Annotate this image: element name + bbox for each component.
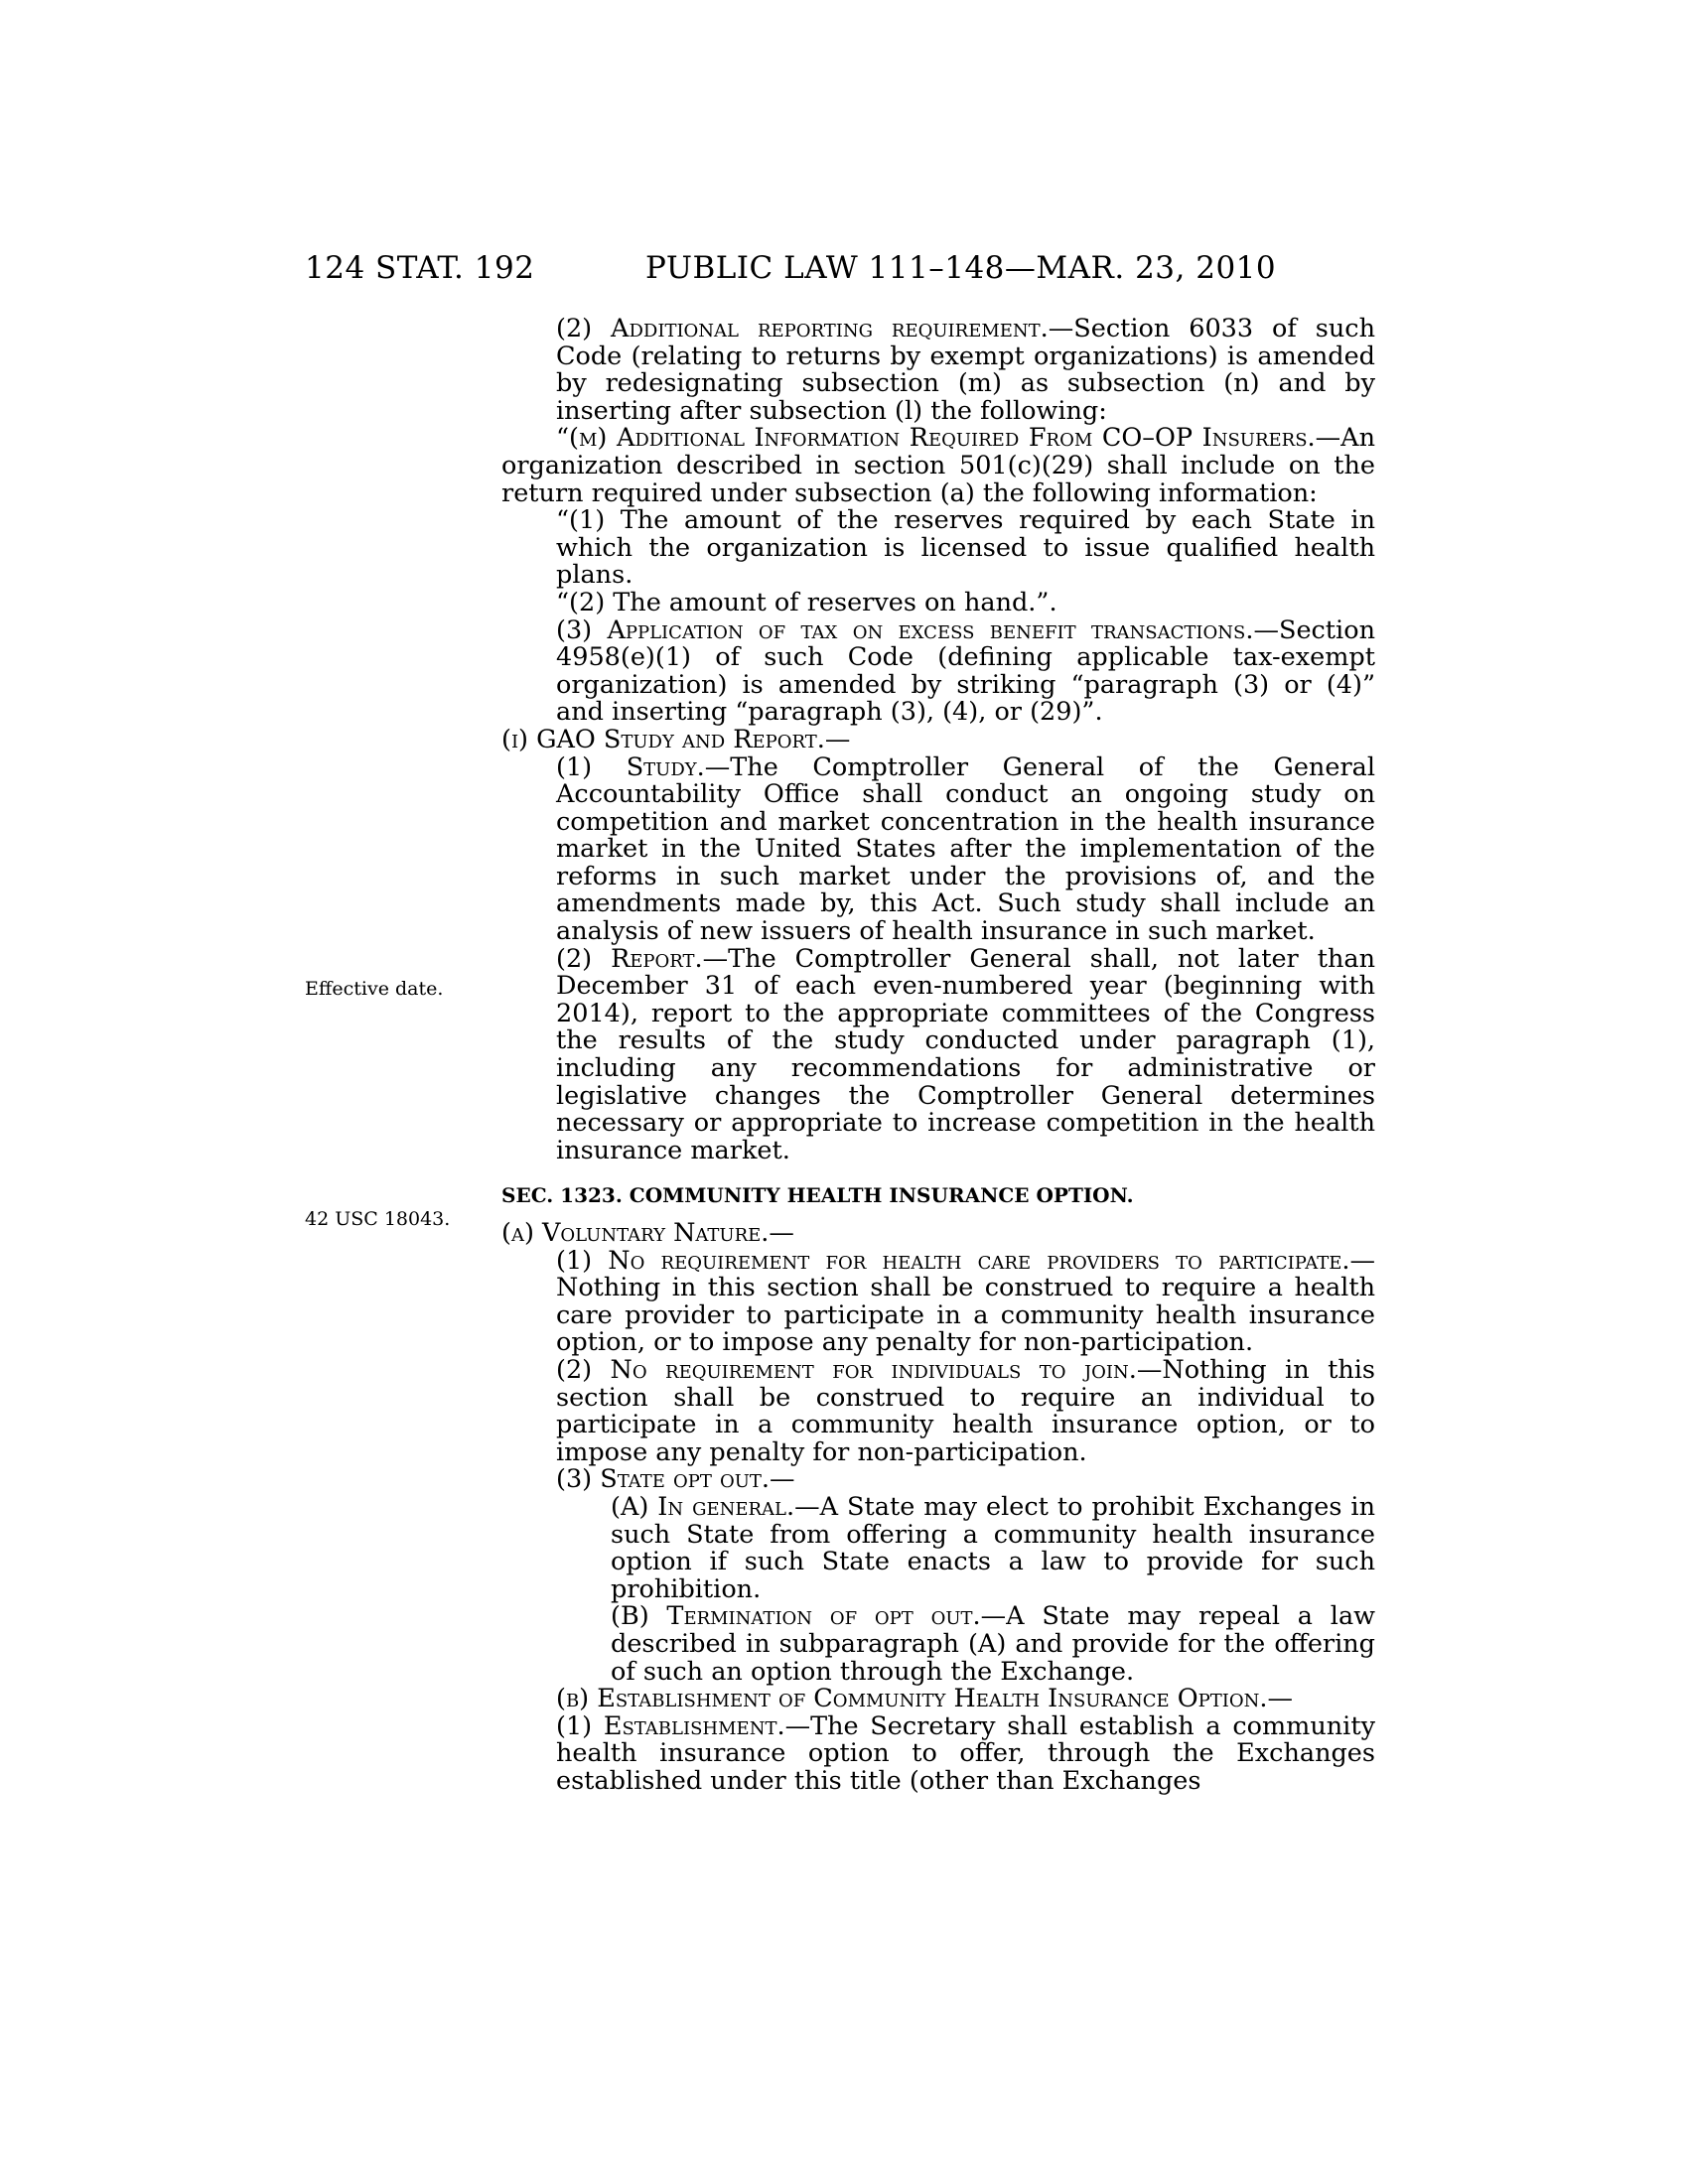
paragraph-co-op-insurers <box>501 425 1375 507</box>
paragraph-no-requirement-providers <box>501 1245 1375 1358</box>
paragraph-voluntary-nature <box>501 1220 1375 1248</box>
paragraph-text: — <box>769 1218 794 1248</box>
paragraph-establishment-option <box>501 1686 1375 1713</box>
paragraph-additional-reporting <box>501 316 1375 425</box>
running-header-title: PUBLIC LAW 111–148—MAR. 23, 2010 <box>645 250 1277 286</box>
paragraph-heading: (a) Voluntary Nature. <box>501 1218 770 1248</box>
paragraph-establishment <box>501 1710 1375 1796</box>
paragraph-heading: (2) No requirement for individuals to join. <box>556 1354 1137 1385</box>
paragraph-heading: (i) GAO Study and Report. <box>501 724 825 754</box>
paragraph-excess-benefit <box>501 614 1375 728</box>
paragraph-heading: (3) State opt out. <box>556 1464 771 1495</box>
section-heading: SEC. 1323. COMMUNITY HEALTH INSURANCE OPTION. <box>501 1183 1134 1208</box>
paragraph-heading: (1) No requirement for health care providers to participate. <box>556 1245 1350 1276</box>
paragraph-text: —Section 6033 of such Code (relating to returns by exempt organizations) is amended by redesignating subsection (m) as subsection (n) and by inserting after subsection (l) the following: <box>556 314 1375 426</box>
paragraph-reserves-required <box>501 507 1375 590</box>
paragraph-reserves-on-hand <box>501 587 1375 617</box>
paragraph-heading: (b) Establishment of Community Health Insurance Option. <box>556 1684 1268 1714</box>
paragraph-termination-opt-out <box>501 1603 1375 1686</box>
paragraph-text: —The Comptroller General shall, not later than December 31 of each even-numbered year (beginning with 2014), report to the appropriate committees of the Congress the results of the study conducted under paragraph (1), including any recommendations for administrative or legislative changes the Comptroller General determines necessary or appropriate to increase competition in the health insurance market. <box>556 943 1375 1165</box>
statute-body <box>501 316 1375 1795</box>
paragraph-state-opt-out <box>501 1466 1375 1494</box>
paragraph-text: —An organization described in section 501(c)(29) shall include on the return required under subsection (a) the following information: <box>501 423 1375 508</box>
paragraph-text: —A State may repeal a law described in subparagraph (A) and provide for the offering of such an option through the Exchange. <box>611 1601 1375 1687</box>
paragraph-heading: (A) In general. <box>611 1491 795 1522</box>
paragraph-heading: (3) Application of tax on excess benefit transactions. <box>556 614 1254 645</box>
paragraph-text: — <box>824 724 851 754</box>
paragraph-heading: (1) Establishment. <box>556 1710 785 1741</box>
paragraph-in-general <box>501 1491 1375 1604</box>
paragraph-gao-study <box>501 724 1375 754</box>
paragraph-heading: (1) Study. <box>556 751 705 782</box>
paragraph-heading: (2) Report. <box>556 943 703 974</box>
paragraph-text: —The Secretary shall establish a community health insurance option to offer, through the Exchanges established under this title (other than Exchanges <box>556 1710 1375 1796</box>
paragraph-heading: “(m) Additional Information Required From CO–OP Insurers. <box>556 423 1316 454</box>
paragraph-text: “(1) The amount of the reserves required by each State in which the organization is licensed to issue qualified health plans. <box>556 505 1375 591</box>
paragraph-report <box>501 943 1375 1165</box>
paragraph-text: —The Comptroller General of the General Accountability Office shall conduct an ongoing study on competition and market concentration in the health insurance market in the United States after the implementation of the reforms in such market under the provisions of, and the amendments made by, this Act. Such study shall include an analysis of new issuers of health insurance in such market. <box>556 751 1375 947</box>
paragraph-text: —Nothing in this section shall be construed to require an individual to participate in a community health insurance option, or to impose any penalty for non-participation. <box>556 1354 1375 1467</box>
paragraph-text: —Section 4958(e)(1) of such Code (defining applicable tax-exempt organization) is amended by striking “paragraph (3) or (4)” and inserting “paragraph (3), (4), or (29)”. <box>556 614 1375 728</box>
paragraph-study <box>501 751 1375 947</box>
paragraph-text: —Nothing in this section shall be construed to require a health care provider to participate in a community health insurance option, or to impose any penalty for non-participation. <box>556 1245 1375 1358</box>
paragraph-no-requirement-individuals <box>501 1354 1375 1467</box>
paragraph-text: “(2) The amount of reserves on hand.”. <box>556 587 1057 617</box>
paragraph-heading: (2) Additional reporting requirement. <box>556 314 1049 343</box>
margin-note-effective-date: Effective date. <box>305 978 444 1000</box>
paragraph-text: —A State may elect to prohibit Exchanges in such State from offering a community health insurance option if such State enacts a law to provide for such prohibition. <box>611 1491 1375 1604</box>
paragraph-text: — <box>770 1464 795 1495</box>
margin-note-usc-citation: 42 USC 18043. <box>305 1208 451 1230</box>
page-reference: 124 STAT. 192 <box>305 250 535 286</box>
paragraph-heading: (B) Termination of opt out. <box>611 1601 981 1632</box>
paragraph-text: — <box>1267 1684 1294 1714</box>
